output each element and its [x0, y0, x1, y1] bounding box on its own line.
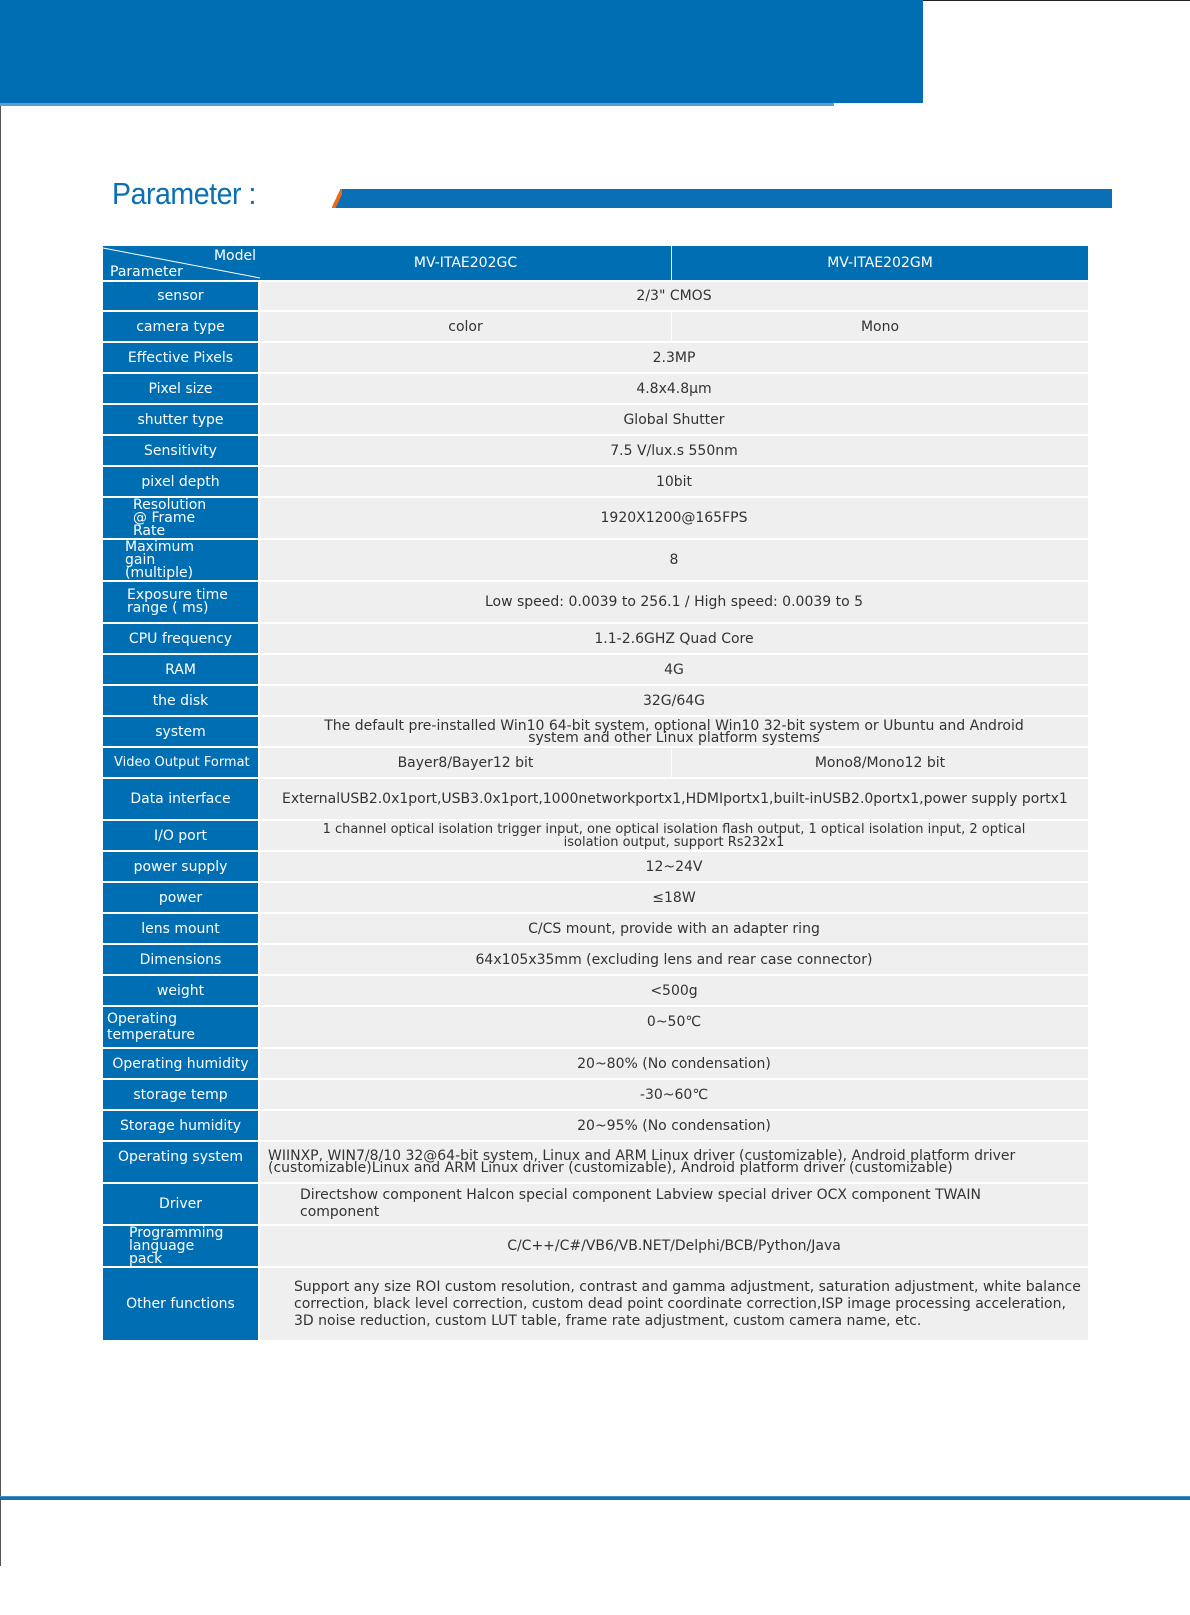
row-label: Driver [103, 1184, 260, 1224]
row-label: Operating humidity [103, 1049, 260, 1078]
table-header-row [103, 246, 1088, 280]
row-label: Exposure time range ( ms) [103, 582, 260, 622]
row-value-mono: Mono8/Mono12 bit [672, 748, 1088, 777]
row-label: pixel depth [103, 467, 260, 496]
model-header-color: MV-ITAE202GC [260, 246, 672, 280]
table-row [103, 976, 1088, 1005]
row-label: Effective Pixels [103, 343, 260, 372]
corner-model-label: Model [213, 248, 256, 264]
row-label: Resolution @ Frame Rate [103, 498, 260, 538]
row-label: Data interface [103, 779, 260, 819]
table-row [103, 1142, 1088, 1182]
row-label: Maximum gain (multiple) [103, 540, 260, 580]
table-row [103, 405, 1088, 434]
row-value: 1920X1200@165FPS [260, 498, 1088, 538]
page-top-border [922, 0, 1190, 1]
row-label: Other functions [103, 1268, 260, 1340]
row-value: 1.1-2.6GHZ Quad Core [260, 624, 1088, 653]
row-value: C/C++/C#/VB6/VB.NET/Delphi/BCB/Python/Java [260, 1226, 1088, 1266]
table-row [103, 1111, 1088, 1140]
row-label: Programming language pack [103, 1226, 260, 1266]
row-value: 20~95% (No condensation) [260, 1111, 1088, 1140]
row-value: ≤18W [260, 883, 1088, 912]
table-row [103, 582, 1088, 622]
row-label: Video Output Format [103, 748, 260, 777]
row-label: power [103, 883, 260, 912]
row-value: <500g [260, 976, 1088, 1005]
row-label: lens mount [103, 914, 260, 943]
row-value: Global Shutter [260, 405, 1088, 434]
row-label: shutter type [103, 405, 260, 434]
row-label: system [103, 717, 260, 746]
table-row [103, 1268, 1088, 1340]
row-value: Directshow component Halcon special component Labview special driver OCX component TWAIN component [260, 1184, 1088, 1224]
row-label: RAM [103, 655, 260, 684]
table-row [103, 1049, 1088, 1078]
row-value: 1 channel optical isolation trigger input, one optical isolation flash output, 1 optical isolation input, 2 optical isolation output, support Rs232x1 [260, 821, 1088, 850]
row-value-color: Bayer8/Bayer12 bit [260, 748, 672, 777]
table-row [103, 945, 1088, 974]
model-header-mono: MV-ITAE202GM [672, 246, 1088, 280]
table-row [103, 914, 1088, 943]
row-label: Operating temperature [103, 1007, 260, 1047]
table-corner-cell [103, 246, 260, 280]
table-row [103, 624, 1088, 653]
row-value: The default pre-installed Win10 64-bit system, optional Win10 32-bit system or Ubuntu and Android system and other Linux platform systems [260, 717, 1088, 746]
row-value: ExternalUSB2.0x1port,USB3.0x1port,1000networkportx1,HDMIportx1,built-inUSB2.0portx1,power supply portx1 [260, 779, 1088, 819]
row-label: the disk [103, 686, 260, 715]
row-label: power supply [103, 852, 260, 881]
table-row [103, 748, 1088, 777]
corner-parameter-label: Parameter [110, 264, 183, 280]
table-row [103, 282, 1088, 310]
table-row [103, 1080, 1088, 1109]
row-label: Pixel size [103, 374, 260, 403]
row-value: 32G/64G [260, 686, 1088, 715]
row-value: WIINXP, WIN7/8/10 32@64-bit system, Linux and ARM Linux driver (customizable), Android platform driver (customizable)Linux and ARM Linux driver (customizable), Android platform driver (customizable) [260, 1142, 1088, 1182]
table-row [103, 883, 1088, 912]
row-value: 7.5 V/lux.s 550nm [260, 436, 1088, 465]
row-label: camera type [103, 312, 260, 341]
row-label: weight [103, 976, 260, 1005]
row-value: 8 [260, 540, 1088, 580]
table-row [103, 312, 1088, 341]
table-row [103, 436, 1088, 465]
table-row [103, 655, 1088, 684]
row-label: storage temp [103, 1080, 260, 1109]
row-value: C/CS mount, provide with an adapter ring [260, 914, 1088, 943]
row-value: 2/3" CMOS [260, 282, 1088, 310]
table-row [103, 540, 1088, 580]
row-label: CPU frequency [103, 624, 260, 653]
table-row [103, 717, 1088, 746]
row-label: I/O port [103, 821, 260, 850]
section-title: Parameter : [112, 176, 256, 211]
table-row [103, 498, 1088, 538]
row-value: 0~50℃ [260, 1007, 1088, 1047]
row-value: 12~24V [260, 852, 1088, 881]
row-value: 20~80% (No condensation) [260, 1049, 1088, 1078]
row-value: Low speed: 0.0039 to 256.1 / High speed: 0.0039 to 5 [260, 582, 1088, 622]
table-row [103, 821, 1088, 850]
table-row [103, 467, 1088, 496]
table-row [103, 1184, 1088, 1224]
row-label: sensor [103, 282, 260, 310]
row-value: 10bit [260, 467, 1088, 496]
table-row [103, 343, 1088, 372]
row-value-color: color [260, 312, 672, 341]
row-value: Support any size ROI custom resolution, contrast and gamma adjustment, saturation adjustment, white balance correction, black level correction, custom dead point coordinate correction,ISP image processing acceleration, 3D noise reduction, custom LUT table, frame rate adjustment, custom camera name, etc. [260, 1268, 1088, 1340]
row-label: Operating system [103, 1142, 260, 1182]
page-left-border [0, 0, 1, 1566]
table-row [103, 1226, 1088, 1266]
table-row [103, 1007, 1088, 1047]
row-label: Sensitivity [103, 436, 260, 465]
row-value: 64x105x35mm (excluding lens and rear case connector) [260, 945, 1088, 974]
row-value: 4.8x4.8μm [260, 374, 1088, 403]
row-value: 2.3MP [260, 343, 1088, 372]
table-row [103, 686, 1088, 715]
row-value: 4G [260, 655, 1088, 684]
header-banner [0, 0, 923, 103]
table-row [103, 374, 1088, 403]
table-row [103, 852, 1088, 881]
row-value-mono: Mono [672, 312, 1088, 341]
row-value: -30~60℃ [260, 1080, 1088, 1109]
parameter-table [103, 244, 1088, 1342]
title-decorative-bar [342, 189, 1112, 208]
footer-divider [0, 1496, 1190, 1500]
header-banner-underline [0, 103, 834, 106]
table-row [103, 779, 1088, 819]
row-label: Storage humidity [103, 1111, 260, 1140]
row-label: Dimensions [103, 945, 260, 974]
